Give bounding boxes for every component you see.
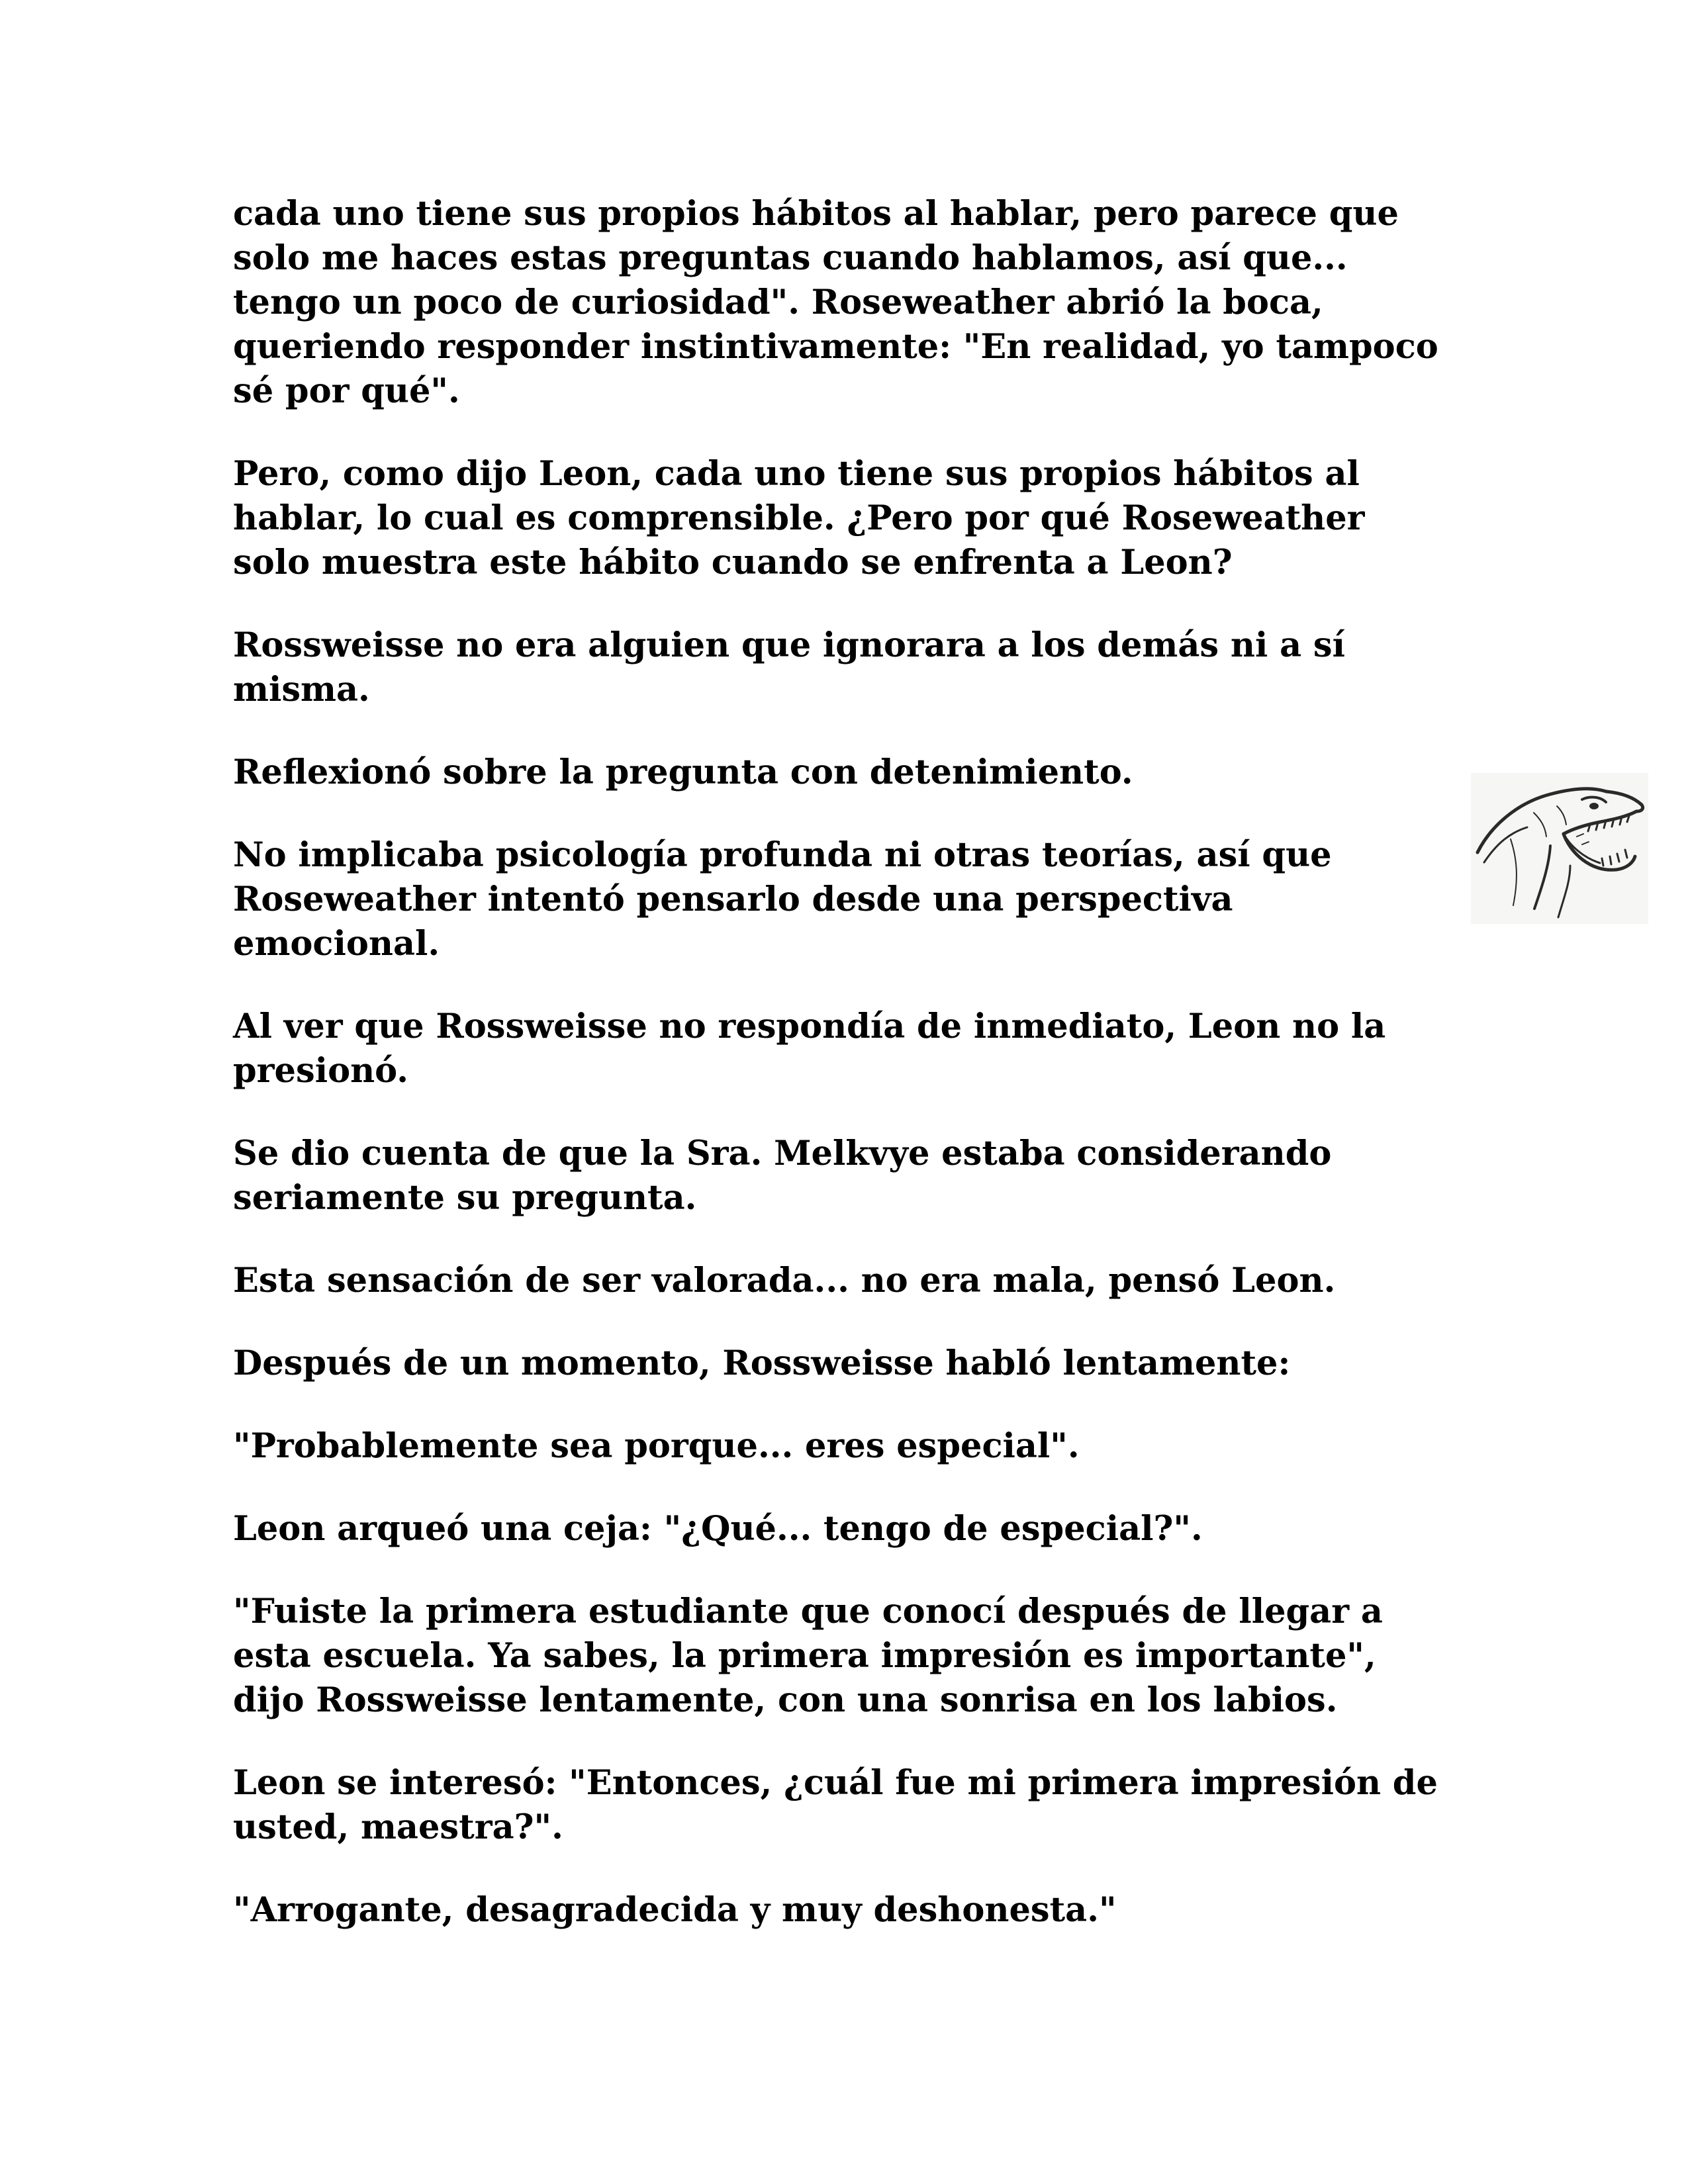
text-body bbox=[233, 192, 1451, 1971]
paragraph: Se dio cuenta de que la Sra. Melkvye estaba considerando seriamente su pregunta. bbox=[233, 1134, 1332, 1218]
paragraph: Reflexionó sobre la pregunta con detenimiento. bbox=[233, 752, 1133, 792]
paragraph: Pero, como dijo Leon, cada uno tiene sus propios hábitos al hablar, lo cual es comprensible. ¿Pero por qué Roseweather solo muestra este hábito cuando se enfrenta a Leon? bbox=[233, 454, 1365, 582]
paragraph: cada uno tiene sus propios hábitos al hablar, pero parece que solo me haces estas preguntas cuando hablamos, así que... tengo un poco de curiosidad". Roseweather abrió la boca, queriendo responder instintivamente: "En realidad, yo tampoco sé por qué". bbox=[233, 194, 1438, 411]
paragraph: "Fuiste la primera estudiante que conocí después de llegar a esta escuela. Ya sabes, la primera impresión es importante", dijo Rossweisse lentamente, con una sonrisa en los labios. bbox=[233, 1592, 1383, 1720]
paragraph: Rossweisse no era alguien que ignorara a los demás ni a sí misma. bbox=[233, 625, 1345, 709]
paragraph: "Probablemente sea porque... eres especial". bbox=[233, 1426, 1080, 1466]
paragraph: "Arrogante, desagradecida y muy deshonesta." bbox=[233, 1890, 1117, 1930]
paragraph: Leon arqueó una ceja: "¿Qué... tengo de especial?". bbox=[233, 1509, 1203, 1549]
paragraph: Después de un momento, Rossweisse habló lentamente: bbox=[233, 1343, 1291, 1383]
paragraph: No implicaba psicología profunda ni otras teorías, así que Roseweather intentó pensarlo desde una perspectiva emocional. bbox=[233, 835, 1332, 964]
paragraph: Esta sensación de ser valorada... no era mala, pensó Leon. bbox=[233, 1261, 1336, 1300]
dinosaur-head-sketch-icon bbox=[1471, 773, 1648, 924]
paragraph: Leon se interesó: "Entonces, ¿cuál fue mi primera impresión de usted, maestra?". bbox=[233, 1763, 1438, 1847]
paragraph: Al ver que Rossweisse no respondía de inmediato, Leon no la presionó. bbox=[233, 1007, 1386, 1091]
